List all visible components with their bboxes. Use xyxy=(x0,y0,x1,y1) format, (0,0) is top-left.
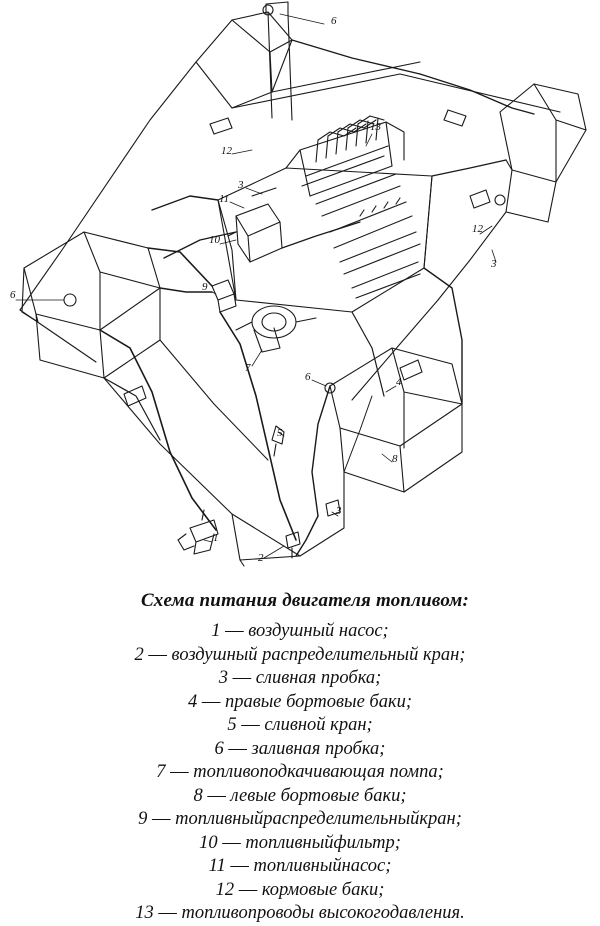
callout-6-top: 6 xyxy=(331,15,337,27)
list-item xyxy=(0,761,600,785)
list-item xyxy=(0,738,600,762)
legend-number: 3 xyxy=(218,668,228,688)
callout-6-left: 6 xyxy=(10,289,16,301)
legend-dash: — xyxy=(207,785,226,806)
callout-13: 13 xyxy=(370,121,381,133)
legend-number: 1 xyxy=(211,621,221,641)
list-item xyxy=(0,855,600,879)
legend-number: 12 xyxy=(215,879,235,900)
callout-5: 5 xyxy=(277,427,283,439)
list-item xyxy=(0,832,600,856)
callout-3-lower: 3 xyxy=(336,505,342,517)
callout-9: 9 xyxy=(202,281,208,293)
legend-number: 6 xyxy=(214,738,224,759)
legend-dash: — xyxy=(230,856,249,876)
legend-list xyxy=(0,620,600,926)
legend-dash: — xyxy=(170,762,189,782)
legend-text: воздушный распределительный кран; xyxy=(171,644,466,665)
list-item xyxy=(0,620,600,644)
legend-dash: — xyxy=(222,832,241,853)
legend-text: правые бортовые баки; xyxy=(224,691,413,712)
list-item xyxy=(0,879,600,903)
callout-11: 11 xyxy=(219,193,230,205)
legend-dash: — xyxy=(151,809,171,829)
callout-1: 1 xyxy=(213,532,219,544)
callout-4: 4 xyxy=(396,376,402,388)
legend-text: воздушный насос; xyxy=(248,621,389,641)
list-item xyxy=(0,714,600,738)
list-item xyxy=(0,644,600,668)
legend-text: топливоподкачивающая помпа; xyxy=(193,762,444,782)
legend-text: сливной кран; xyxy=(264,715,373,735)
callout-6-mid: 6 xyxy=(305,371,311,383)
legend-text: топливныйнасос; xyxy=(253,856,392,876)
legend-text: топливныйраспределительныйкран; xyxy=(175,809,462,829)
callout-3-right: 3 xyxy=(491,258,497,270)
legend-text: кормовые баки; xyxy=(261,879,385,900)
legend-text: топливопроводы высокогодавления. xyxy=(181,903,465,923)
list-item xyxy=(0,808,600,832)
legend-dash: — xyxy=(241,715,260,735)
legend-text: левые бортовые баки; xyxy=(230,785,407,806)
callout-8: 8 xyxy=(392,453,398,465)
legend-dash: — xyxy=(225,621,244,641)
legend-dash: — xyxy=(201,691,221,712)
callout-12-right: 12 xyxy=(472,223,483,235)
callout-2: 2 xyxy=(258,552,264,564)
callout-3-upper: 3 xyxy=(238,179,244,191)
callout-12-rear: 12 xyxy=(221,145,232,157)
callout-7: 7 xyxy=(245,362,251,374)
list-item xyxy=(0,691,600,715)
caption-title: Схема питания двигателя топливом: xyxy=(140,590,470,611)
legend-number: 8 xyxy=(193,785,203,806)
figure-caption xyxy=(0,590,600,926)
legend-dash: — xyxy=(232,668,252,688)
legend-number: 11 xyxy=(208,856,226,876)
list-item xyxy=(0,785,600,809)
legend-number: 9 xyxy=(138,809,148,829)
legend-number: 5 xyxy=(227,715,237,735)
hull-outline xyxy=(16,2,586,566)
legend-dash: — xyxy=(148,644,167,665)
legend-number: 10 xyxy=(199,832,218,853)
legend-number: 2 xyxy=(134,644,144,665)
legend-dash: — xyxy=(158,903,177,923)
legend-text: топливныйфильтр; xyxy=(245,832,401,853)
callout-10: 10 xyxy=(209,234,220,246)
legend-number: 13 xyxy=(135,903,154,923)
legend-text: сливная пробка; xyxy=(255,668,382,688)
legend-dash: — xyxy=(238,879,258,900)
legend-text: заливная пробка; xyxy=(251,738,386,759)
legend-number: 7 xyxy=(156,762,166,782)
list-item xyxy=(0,667,600,691)
legend-number: 4 xyxy=(187,691,198,712)
legend-dash: — xyxy=(228,738,247,759)
list-item xyxy=(0,902,600,926)
